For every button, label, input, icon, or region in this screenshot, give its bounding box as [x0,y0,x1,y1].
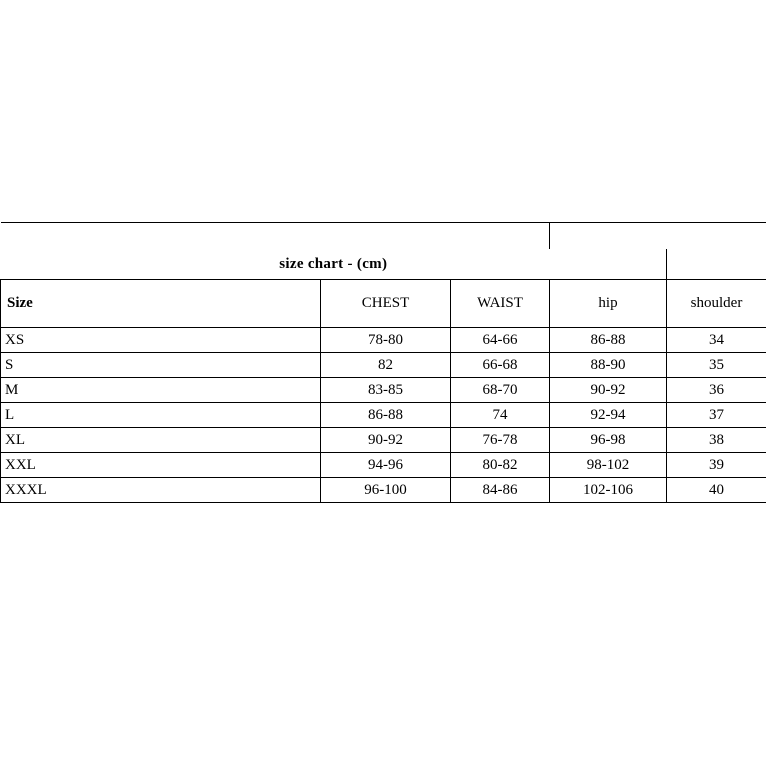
cell-chest: 94-96 [321,453,451,478]
spacer-cell [1,503,321,530]
cell-hip: 88-90 [550,353,667,378]
table-row [1,453,766,478]
spacer-cell [321,223,451,250]
cell-waist: 66-68 [451,353,550,378]
title-row-spacer-cell [667,249,766,280]
cell-chest: 83-85 [321,378,451,403]
column-header-chest: CHEST [321,280,451,328]
table-title-row [1,249,766,280]
spacer-cell [550,223,667,250]
size-chart-container [0,222,766,529]
spacer-cell [1,223,321,250]
cell-waist: 68-70 [451,378,550,403]
cell-waist: 84-86 [451,478,550,503]
spacer-cell [451,503,550,530]
cell-waist: 76-78 [451,428,550,453]
chart-title [1,249,667,280]
cell-size: L [1,403,321,428]
table-row [1,403,766,428]
cell-hip: 86-88 [550,328,667,353]
cell-shoulder: 39 [667,453,766,478]
column-header-hip: hip [550,280,667,328]
table-row [1,353,766,378]
chart-title-main: size chart [279,255,344,272]
table-row [1,328,766,353]
table-spacer-row-top [1,223,766,250]
table-spacer-row-bottom [1,503,766,530]
cell-chest: 96-100 [321,478,451,503]
column-header-waist: WAIST [451,280,550,328]
chart-title-separator: - [347,255,353,272]
cell-hip: 102-106 [550,478,667,503]
cell-chest: 86-88 [321,403,451,428]
cell-shoulder: 34 [667,328,766,353]
cell-hip: 96-98 [550,428,667,453]
size-chart-table [0,222,766,529]
table-row [1,478,766,503]
cell-size: XL [1,428,321,453]
cell-chest: 78-80 [321,328,451,353]
chart-title-unit: (cm) [356,255,388,272]
cell-hip: 98-102 [550,453,667,478]
table-row [1,378,766,403]
cell-size: M [1,378,321,403]
spacer-cell [321,503,451,530]
cell-hip: 92-94 [550,403,667,428]
cell-waist: 74 [451,403,550,428]
cell-shoulder: 38 [667,428,766,453]
spacer-cell [667,503,766,530]
cell-shoulder: 37 [667,403,766,428]
cell-waist: 80-82 [451,453,550,478]
cell-shoulder: 40 [667,478,766,503]
cell-size: XXL [1,453,321,478]
spacer-cell [451,223,550,250]
cell-waist: 64-66 [451,328,550,353]
cell-chest: 82 [321,353,451,378]
cell-size: XS [1,328,321,353]
cell-chest: 90-92 [321,428,451,453]
cell-size: S [1,353,321,378]
spacer-cell [550,503,667,530]
table-header-row [1,280,766,328]
column-header-shoulder: shoulder [667,280,766,328]
table-row [1,428,766,453]
cell-shoulder: 36 [667,378,766,403]
cell-size: XXXL [1,478,321,503]
cell-hip: 90-92 [550,378,667,403]
spacer-cell [667,223,766,250]
cell-shoulder: 35 [667,353,766,378]
column-header-size: Size [1,280,321,328]
